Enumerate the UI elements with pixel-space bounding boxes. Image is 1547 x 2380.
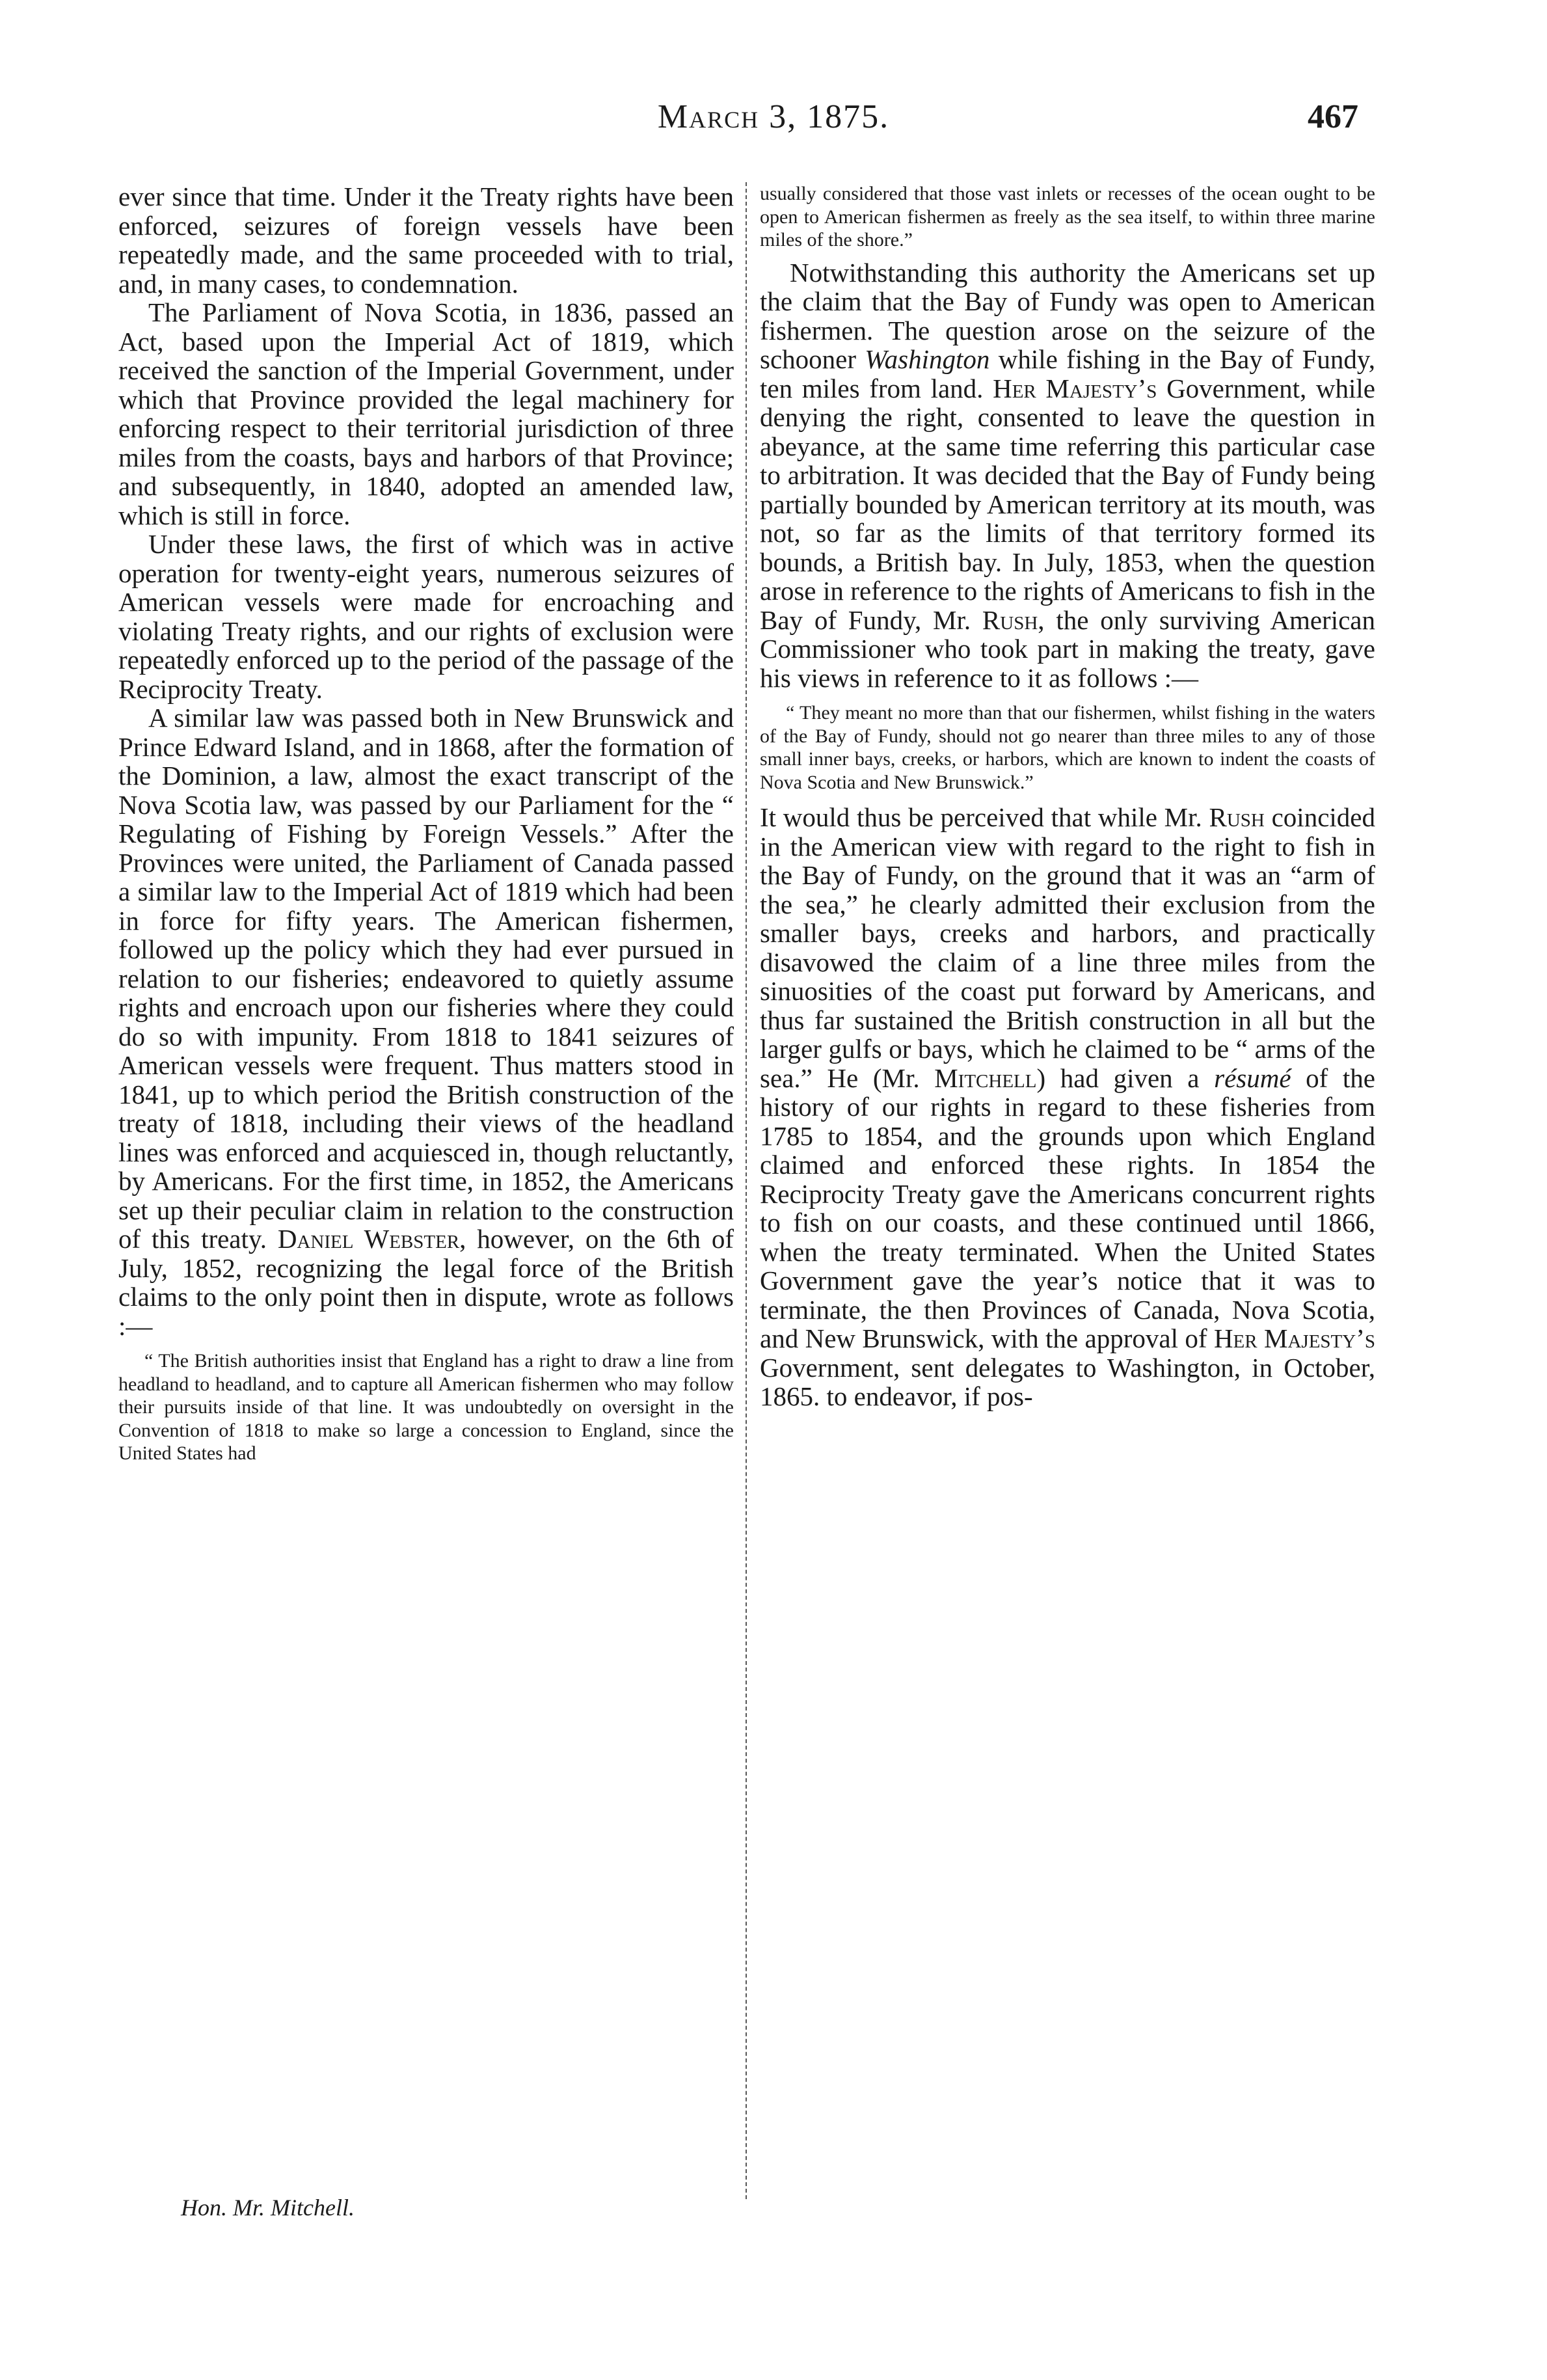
paragraph-text: ) had given a xyxy=(1036,1062,1215,1093)
person-name: Rush xyxy=(982,604,1038,635)
paragraph-text: Government, sent delegates to Washington, in October, 1865. to endeavor, if pos- xyxy=(760,1352,1375,1411)
paragraph-text: , the only surviving American Commissioner who took part in making the treaty, gave his views in reference to it as follows :— xyxy=(760,604,1375,693)
person-name: Rush xyxy=(1209,802,1265,832)
page-header xyxy=(0,98,1547,150)
paragraph-text: Government, while denying the right, consented to leave the question in abeyance, at the same time referring this particular case to arbitration. It was decided that the Bay of Fundy being partially bounded by American territory at its mouth, was not, so far as the limits of that territory formed its bounds, a British bay. In July, 1853, when the question arose in reference to the rights of Americans to fish in the Bay of Fundy, Mr. xyxy=(760,373,1376,635)
paragraph xyxy=(760,803,1375,1411)
person-name: Her Majesty’s xyxy=(993,373,1157,403)
paragraph xyxy=(760,258,1375,693)
paragraph-text: while fishing in the Bay of Fundy, ten miles from land. xyxy=(760,344,1375,403)
right-column xyxy=(760,182,1375,1411)
paragraph: Under these laws, the first of which was in active operation for twenty-eight years, numerous seizures of American vessels were made for encroaching and violating Treaty rights, and our rights of exclusion were repeatedly enforced up to the period of the passage of the Reciprocity Treaty. xyxy=(118,529,734,704)
person-name: Mitchell xyxy=(934,1062,1037,1093)
paragraph: The Parliament of Nova Scotia, in 1836, passed an Act, based upon the Imperial Act of 1819, which received the sanction of the Imperial Government, under which that Province provided the legal machinery for enforcing respect to their territorial jurisdiction of three miles from the coasts, bays and harbors of that Province; and subsequently, in 1840, adopted an amended law, which is still in force. xyxy=(118,297,734,530)
resume-word: résumé xyxy=(1214,1062,1291,1093)
person-name: Daniel Webster xyxy=(277,1224,460,1254)
left-column xyxy=(118,182,734,1474)
ship-name: Washington xyxy=(865,344,990,374)
block-quote-continuation: usually considered that those vast inlets or recesses of the ocean ought to be open to American fishermen as freely as the sea itself, to within three marine miles of the shore.” xyxy=(760,183,1375,250)
block-quote: “ They meant no more than that our fishermen, whilst fishing in the waters of the Bay of Fundy, should not go nearer than three miles to any of those small inner bays, creeks, or harbors, which are known to indent the coasts of Nova Scotia and New Brunswick.” xyxy=(760,702,1375,793)
paragraph xyxy=(118,703,734,1340)
speaker-footer: Hon. Mr. Mitchell. xyxy=(181,2195,355,2221)
person-name: Her Majesty’s xyxy=(1213,1323,1375,1353)
paragraph-text: of the history of our rights in regard to these fisheries from 1785 to 1854, and the grounds upon which England claimed and enforced these rights. In 1854 the Reciprocity Treaty gave the Americans concurrent rights to fish on our coasts, and these continued until 1866, when the treaty terminated. When the United States Government gave the year’s notice that it was to terminate, the then Provinces of Canada, Nova Scotia, and New Brunswick, with the approval of xyxy=(760,1062,1376,1353)
paragraph: ever since that time. Under it the Treaty rights have been enforced, seizures of foreign vessels have been repeatedly made, and the same proceeded with to trial, and, in many cases, to condemnation. xyxy=(118,182,734,299)
paragraph-text: Notwithstanding this authority the Americans set up the claim that the Bay of Fundy was open to American fishermen. The question arose on the seizure of the schooner xyxy=(760,257,1375,374)
block-quote: “ The British authorities insist that England has a right to draw a line from headland to headland, and to capture all American fishermen who may follow their pursuits inside of that line. It was undoubtedly on oversight in the Convention of 1818 to make so large a concession to England, since the United States had xyxy=(118,1350,734,1464)
paragraph-text: coincided in the American view with regard to the right to fish in the Bay of Fundy, on the ground that it was an “arm of the sea,” he clearly admitted their exclusion from the smaller bays, creeks and harbors, and practically disavowed the claim of a line three miles from the sinuosities of the coast put forward by Americans, and thus far sustained the British construction in all but the larger gulfs or bays, which he claimed to be “ arms of the sea.” He (Mr. xyxy=(760,802,1375,1093)
paragraph-text: , however, on the 6th of July, 1852, recognizing the legal force of the British claims to the only point then in dispute, wrote as follows :— xyxy=(118,1224,734,1341)
page-date-heading: March 3, 1875. xyxy=(657,98,890,135)
page-number: 467 xyxy=(1308,98,1358,135)
column-divider xyxy=(746,182,747,2199)
paragraph-text: A similar law was passed both in New Brunswick and Prince Edward Island, and in 1868, after the formation of the Dominion, a law, almost the exact transcript of the Nova Scotia law, was passed by our Parliament for the “ Regulating of Fishing by Foreign Vessels.” After the Provinces were united, the Parliament of Canada passed a similar law to the Imperial Act of 1819 which had been in force for fifty years. The American fishermen, followed up the policy which they had ever pursued in relation to our fisheries; endeavored to quietly assume rights and encroach upon our fisheries where they could do so with impunity. From 1818 to 1841 seizures of American vessels were frequent. Thus matters stood in 1841, up to which period the British construction of the treaty of 1818, including their views of the headland lines was enforced and acquiesced in, though reluctantly, by Americans. For the first time, in 1852, the Americans set up their peculiar claim in relation to the construction of this treaty. xyxy=(118,703,734,1254)
paragraph-text: It would thus be perceived that while Mr. xyxy=(760,802,1209,832)
